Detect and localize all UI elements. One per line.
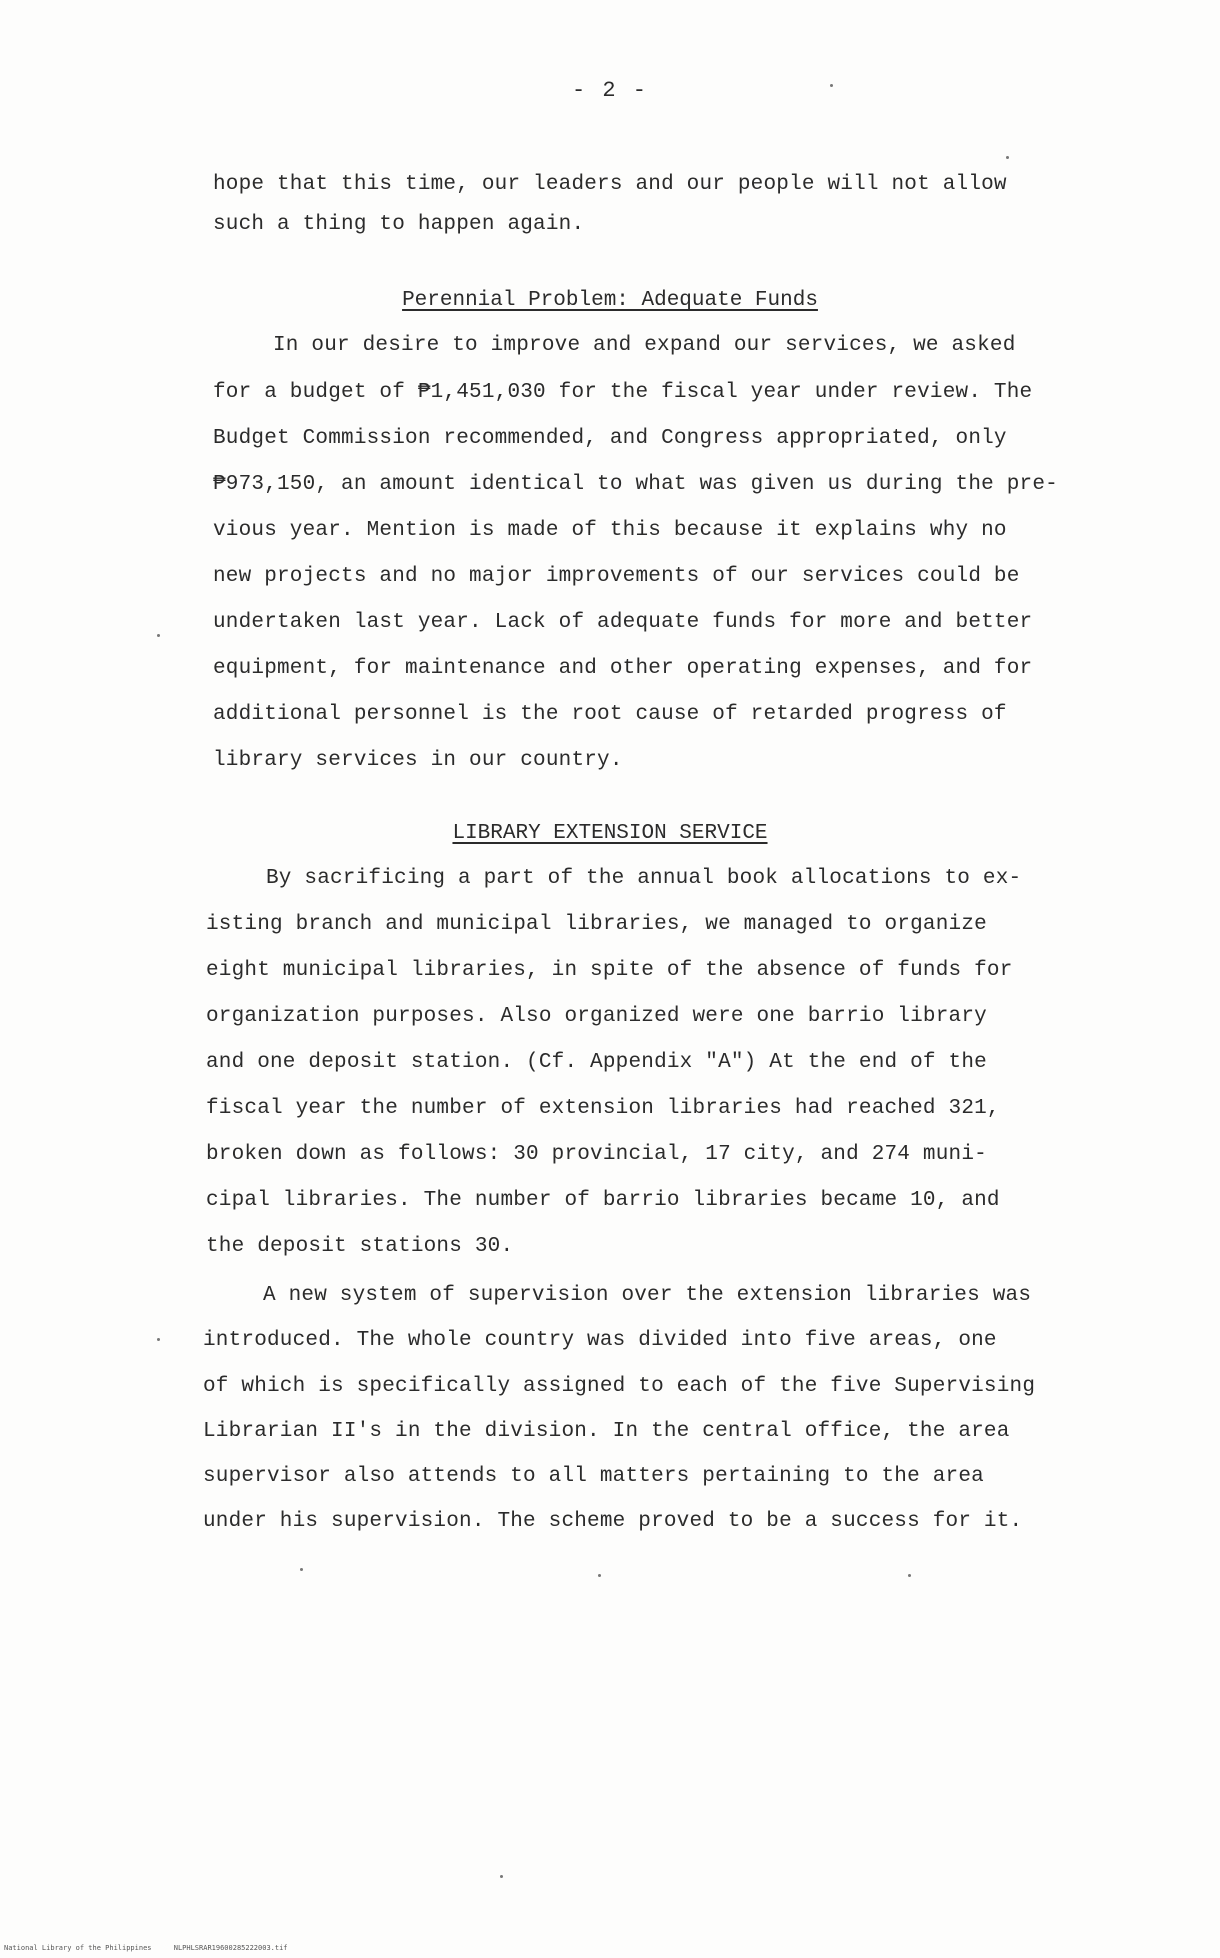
funds-line-2: for a budget of ₱1,451,030 for the fiscal year under review. The	[213, 381, 1033, 404]
intro-line-2: such a thing to happen again.	[213, 213, 585, 236]
funds-line-1: In our desire to improve and expand our services, we asked	[273, 334, 1016, 357]
intro-line-1: hope that this time, our leaders and our people will not allow	[213, 173, 1007, 196]
funds-line-4: ₱973,150, an amount identical to what was given us during the pre-	[213, 473, 1058, 496]
page-number: - 2 -	[571, 78, 648, 103]
funds-line-6: new projects and no major improvements of our services could be	[213, 565, 1020, 588]
extension-p2-line-2: introduced. The whole country was divided into five areas, one	[203, 1329, 997, 1352]
funds-line-10: library services in our country.	[213, 749, 623, 772]
extension-p1-line-9: the deposit stations 30.	[206, 1235, 514, 1258]
section-heading-extension	[0, 822, 1220, 845]
section-heading-extension-text: LIBRARY EXTENSION SERVICE	[452, 822, 768, 845]
scan-speck	[908, 1574, 911, 1577]
extension-p2-line-5: supervisor also attends to all matters pertaining to the area	[203, 1465, 984, 1488]
extension-p1-line-5: and one deposit station. (Cf. Appendix "A") At the end of the	[206, 1051, 987, 1074]
funds-line-9: additional personnel is the root cause of retarded progress of	[213, 703, 1007, 726]
section-heading-funds	[0, 289, 1220, 312]
extension-p2-line-4: Librarian II's in the division. In the central office, the area	[203, 1420, 1010, 1443]
extension-p1-line-4: organization purposes. Also organized were one barrio library	[206, 1005, 987, 1028]
scan-speck	[830, 84, 833, 87]
extension-p1-line-7: broken down as follows: 30 provincial, 17 city, and 274 muni-	[206, 1143, 987, 1166]
extension-p2-line-1: A new system of supervision over the extension libraries was	[263, 1284, 1032, 1307]
scan-speck	[157, 1338, 160, 1341]
scan-footer	[4, 1944, 306, 1952]
funds-line-8: equipment, for maintenance and other operating expenses, and for	[213, 657, 1033, 680]
extension-p1-line-2: isting branch and municipal libraries, we managed to organize	[206, 913, 987, 936]
footer-source: National Library of the Philippines	[4, 1944, 152, 1952]
scan-speck	[1006, 156, 1009, 159]
scan-speck	[500, 1875, 503, 1878]
section-heading-funds-text: Perennial Problem: Adequate Funds	[402, 289, 818, 312]
scan-speck	[157, 634, 160, 637]
extension-p1-line-3: eight municipal libraries, in spite of the absence of funds for	[206, 959, 1013, 982]
extension-p2-line-3: of which is specifically assigned to each of the five Supervising	[203, 1375, 1036, 1398]
extension-p2-line-6: under his supervision. The scheme proved to be a success for it.	[203, 1510, 1023, 1533]
scan-speck	[598, 1574, 601, 1577]
funds-line-7: undertaken last year. Lack of adequate funds for more and better	[213, 611, 1033, 634]
extension-p1-line-8: cipal libraries. The number of barrio libraries became 10, and	[206, 1189, 1000, 1212]
scan-speck	[300, 1568, 303, 1571]
footer-file-id: NLPHLSRAR19600285222003.tif	[173, 1944, 288, 1952]
extension-p1-line-1: By sacrificing a part of the annual book allocations to ex-	[266, 867, 1022, 890]
funds-line-5: vious year. Mention is made of this because it explains why no	[213, 519, 1007, 542]
extension-p1-line-6: fiscal year the number of extension libraries had reached 321,	[206, 1097, 1000, 1120]
funds-line-3: Budget Commission recommended, and Congress appropriated, only	[213, 427, 1007, 450]
